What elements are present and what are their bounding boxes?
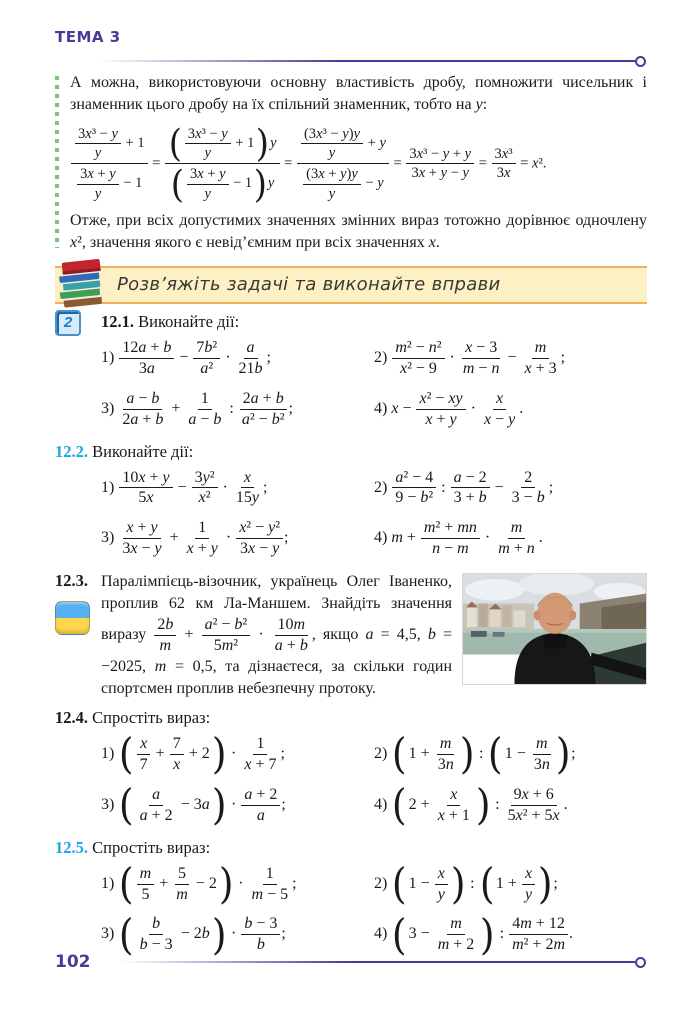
fraction: $\frac{\text{a² − b²}}{\text{5m²}}$ <box>202 615 251 656</box>
paren-group: ( 1 − $\frac{x}{y}$ ) <box>392 858 466 908</box>
exercise-12-2 <box>55 442 647 564</box>
fraction: $\frac{x}{y}$ <box>522 864 535 905</box>
fraction: $\frac{\text{(3x³ − y)y}}{y}$ <box>301 125 363 162</box>
paren-group: ( $\frac{\text{3x³ − y}}{y}$ + 1 ) <box>168 121 270 166</box>
fraction: $\frac{x - 3}{m - n}$ <box>462 338 500 377</box>
footer-rule <box>119 961 636 963</box>
fraction: $\frac{x}{y}$ <box>435 864 448 905</box>
section-banner <box>55 266 647 304</box>
exercise-item: 2) ( 1 − $\frac{x}{y}$ ) : ( 1 + $\frac{x}{y}$ ) ; <box>374 858 558 908</box>
exercise-items <box>55 464 647 564</box>
exercise-12-1 <box>55 312 647 434</box>
exercise-item: 3) ( $\frac{b}{b - 3}$ − 2b ) · $\frac{b - 3}{b}$ ; <box>101 909 286 959</box>
exercise-item: 3) $\frac{a - b}{2a + b}$ + $\frac{1}{a - b}$ : $\frac{2a + b}{\text{a² − b²}}$ ; <box>101 389 293 428</box>
fraction: $\frac{\text{3x³ − y}}{y}$ <box>75 125 121 162</box>
fraction: $\frac{m}{m + 2}$ <box>437 915 475 954</box>
fraction: $\frac{4m + 12}{\text{m² + 2m}}$ <box>509 914 568 955</box>
exercise-body <box>101 571 647 700</box>
exercise-header <box>55 442 647 462</box>
fraction: $\frac{2a + b}{\text{a² − b²}}$ <box>239 389 288 430</box>
exercise-number: 12.2. <box>55 441 88 461</box>
header-rule <box>98 60 635 62</box>
fraction: $\frac{a - b}{2a + b}$ <box>122 389 164 428</box>
exercise-header <box>55 838 647 858</box>
fraction: $\frac{2}{3 - b}$ <box>511 468 545 507</box>
exercise-header <box>55 312 647 332</box>
exercise-number: 12.1. <box>101 311 134 331</box>
fraction: $\frac{3x + y}{y}$ <box>77 165 119 202</box>
exercise-items <box>55 860 647 960</box>
fraction: $\frac{a - 2}{3 + b}$ <box>451 468 490 509</box>
fraction: $\frac{\text{x² − xy}}{x + y}$ <box>416 389 465 430</box>
fraction: $\frac{7}{x}$ <box>170 734 184 775</box>
rule-end-ring <box>635 957 646 968</box>
exercise-item: 2) $\frac{\text{a² − 4}}{\text{9 − b²}}$ : $\frac{a - 2}{3 + b}$ − $\frac{2}{3 - b}$ ; <box>374 468 554 507</box>
fraction: $\frac{\text{3x³}}{3x}$ <box>492 145 516 182</box>
exercise-item: 4) m + $\frac{\text{m² + mn}}{n - m}$ · $\frac{m}{m + n}$ . <box>374 519 543 558</box>
fraction: $\frac{1}{x + 7}$ <box>244 735 277 773</box>
fraction: $\frac{b}{b - 3}$ <box>139 915 173 954</box>
page-footer <box>55 952 635 972</box>
fraction: $\frac{m}{x + 3}$ <box>524 338 557 377</box>
fraction: $\frac{1}{a - b}$ <box>188 389 222 428</box>
exercise-title: Виконайте дії: <box>92 441 194 461</box>
theme-label: ТЕМА 3 <box>55 28 121 46</box>
difficulty-badge: 2 <box>55 310 81 336</box>
fraction: $\frac{m}{3n}$ <box>533 735 550 773</box>
books-stack-icon <box>52 256 108 312</box>
fraction: $\frac{\text{m² − n²}}{\text{x² − 9}}$ <box>392 338 444 379</box>
fraction: $\frac{9x + 6}{\text{5x² + 5x}}$ <box>507 785 560 824</box>
intro-block <box>55 72 647 254</box>
fraction: $\frac{\text{x² − y²}}{3x - y}$ <box>236 518 283 559</box>
paren-group: ( $\frac{3x + y}{y}$ − 1 ) <box>170 161 268 206</box>
exercise-12-4 <box>55 708 647 830</box>
rule-end-ring <box>635 56 646 67</box>
fraction: $\frac{\text{3x³ − y + y}}{3x + y - y}$ <box>406 145 474 182</box>
paren-group: ( $\frac{m}{5}$ + $\frac{5}{m}$ − 2 ) <box>119 858 234 908</box>
fraction: $\frac{a}{a + 2}$ <box>139 785 173 824</box>
exercise-text: Паралімпієць-візочник, українець Олег Іваненко, проплив 62 км Ла-Маншем. Знайдіть значення виразу $\frac{2b}{m}$ + $\frac{\text{a² − b²}}{\text{5m²}}$ · $\frac{10m}{a + b}$ , якщо a = 4,5, b = −2025, m = 0,5, та дізнаєтеся, за скільки годин спортсмен проплив небезпечну протоку. <box>101 573 453 697</box>
fraction: $\frac{a + 2}{a}$ <box>241 785 280 826</box>
paren-group: ( 1 − $\frac{m}{3n}$ ) <box>488 729 571 779</box>
exercise-header <box>55 708 647 728</box>
page-content <box>55 72 647 959</box>
paren-group: ( 1 + $\frac{x}{y}$ ) <box>479 858 553 908</box>
exercise-item: 1) ( $\frac{m}{5}$ + $\frac{5}{m}$ − 2 ) · $\frac{1}{m - 5}$ ; <box>101 858 297 908</box>
exercise-item: 4) ( 2 + $\frac{x}{x + 1}$ ) : $\frac{9x + 6}{\text{5x² + 5x}}$ . <box>374 780 568 830</box>
fraction: $\frac{5}{m}$ <box>176 864 188 903</box>
paren-group: ( $\frac{b}{b - 3}$ − 2b ) <box>119 909 227 959</box>
fraction: $\frac{(3x + y)y}{y}$ <box>303 165 361 202</box>
fraction: $\frac{\text{7b²}}{\text{a²}}$ <box>193 338 220 379</box>
page-number: 102 <box>55 952 91 972</box>
display-equation: $\frac{\text{3x³ − y}}{y}$ + 1 $\frac{3x + y}{y}$ − 1 = ( $\frac{\text{3x³ − y}}{y}$ + 1 ) y ( $\frac{3x + y}{y}$ − 1 ) y = $\frac{\text{(3x³ − y)y}}{y}$ + y $\frac{(3x + y)y}{y}$ − y = $\frac{\text{3x³ − y + y}}{3x + y - y}$ = $\frac{\text{3x³}}{3x}$ = x². <box>70 124 647 204</box>
exercise-item: 2) ( 1 + $\frac{m}{3n}$ ) : ( 1 − $\frac{m}{3n}$ ) ; <box>374 729 576 779</box>
banner-title: Розв’яжіть задачі та виконайте вправи <box>117 274 501 296</box>
fraction: $\frac{m}{3n}$ <box>437 735 454 773</box>
paren-group: ( 3 − $\frac{m}{m + 2}$ ) <box>392 909 495 959</box>
swimmer-harbor-photo <box>462 573 647 685</box>
exercise-item: 4) ( 3 − $\frac{m}{m + 2}$ ) : $\frac{4m + 12}{\text{m² + 2m}}$ . <box>374 909 574 959</box>
fraction: $\frac{x}{x + 1}$ <box>437 785 470 824</box>
exercise-title: Виконайте дії: <box>138 311 240 331</box>
exercise-title: Спростіть вираз: <box>92 708 211 727</box>
fraction: $\frac{2b}{m}$ <box>154 615 176 656</box>
exercise-number-column <box>55 571 101 700</box>
fraction: $\frac{a}{21b}$ <box>238 338 263 377</box>
fraction: $\frac{x}{15y}$ <box>235 468 259 507</box>
exercise-item: 3) $\frac{x + y}{3x - y}$ + $\frac{1}{x + y}$ · $\frac{\text{x² − y²}}{3x - y}$ ; <box>101 519 289 558</box>
exercise-items <box>55 334 647 434</box>
paren-group: ( $\frac{a}{a + 2}$ − 3a ) <box>119 780 227 830</box>
fraction: $\frac{10m}{a + b}$ <box>274 616 308 655</box>
exercise-item: 1) $\frac{10x + y}{5x}$ − $\frac{\text{3y²}}{\text{x²}}$ · $\frac{x}{15y}$ ; <box>101 468 268 507</box>
paren-group: ( 1 + $\frac{m}{3n}$ ) <box>392 729 475 779</box>
fraction: $\frac{m}{5}$ <box>137 864 155 905</box>
paren-group: ( 2 + $\frac{x}{x + 1}$ ) <box>392 780 491 830</box>
intro-paragraph: А можна, використовуючи основну властивість дробу, помножити чисельник і знаменник цього дробу на їх спільний знаменник, тобто на y: <box>70 74 647 113</box>
exercise-12-5 <box>55 838 647 960</box>
fraction: $\frac{x}{7}$ <box>137 734 151 775</box>
exercise-12-3 <box>55 571 647 700</box>
paren-group: ( $\frac{x}{7}$ + $\frac{7}{x}$ + 2 ) <box>119 729 227 779</box>
ukraine-flag-icon <box>55 601 90 635</box>
fraction: $\frac{x}{x - y}$ <box>483 389 516 428</box>
fraction: $\frac{m}{m + n}$ <box>498 519 535 558</box>
exercise-number: 12.5. <box>55 837 88 857</box>
fraction: ( $\frac{\text{3x³ − y}}{y}$ + 1 ) y ( $\frac{3x + y}{y}$ − 1 ) y <box>165 124 280 204</box>
fraction: $\frac{1}{x + y}$ <box>186 519 218 558</box>
fraction: $\frac{1}{m - 5}$ <box>251 864 289 903</box>
exercise-title: Спростіть вираз: <box>92 837 211 857</box>
exercise-item: 4) x − $\frac{\text{x² − xy}}{x + y}$ · $\frac{x}{x - y}$ . <box>374 389 524 428</box>
conclusion-paragraph: Отже, при всіх допустимих значеннях змінних вираз тотожно дорівнює одночлену x², значення якого є невід’ємним при всіх значеннях x. <box>70 211 647 251</box>
fraction: $\frac{\text{(3x³ − y)y}}{y}$ + y $\frac{(3x + y)y}{y}$ − y <box>297 124 389 204</box>
exercise-item: 3) ( $\frac{a}{a + 2}$ − 3a ) · $\frac{a + 2}{a}$ ; <box>101 780 286 830</box>
exercise-item: 1) ( $\frac{x}{7}$ + $\frac{7}{x}$ + 2 ) · $\frac{1}{x + 7}$ ; <box>101 729 285 779</box>
fraction: $\frac{3x + y}{y}$ <box>187 165 229 202</box>
fraction: $\frac{\text{3x³ − y}}{y}$ + 1 $\frac{3x + y}{y}$ − 1 <box>71 124 148 204</box>
exercise-item: 1) $\frac{12a + b}{3a}$ − $\frac{\text{7b²}}{\text{a²}}$ · $\frac{a}{21b}$ ; <box>101 338 271 377</box>
exercise-number: 12.3. <box>55 571 88 591</box>
fraction: $\frac{12a + b}{3a}$ <box>119 338 174 379</box>
fraction: $\frac{\text{3y²}}{\text{x²}}$ <box>192 468 218 509</box>
fraction: $\frac{b - 3}{b}$ <box>241 914 280 955</box>
exercise-item: 2) $\frac{\text{m² − n²}}{\text{x² − 9}}$ · $\frac{x - 3}{m - n}$ − $\frac{m}{x + 3}$ ; <box>374 338 566 377</box>
fraction: $\frac{\text{m² + mn}}{n - m}$ <box>421 518 480 559</box>
fraction: $\frac{10x + y}{5x}$ <box>119 468 172 509</box>
exercise-number: 12.4. <box>55 708 88 727</box>
fraction: $\frac{\text{3x³ − y}}{y}$ <box>185 125 231 162</box>
fraction: $\frac{x + y}{3x - y}$ <box>122 519 162 558</box>
exercise-items <box>55 730 647 830</box>
fraction: $\frac{\text{a² − 4}}{\text{9 − b²}}$ <box>392 468 436 509</box>
